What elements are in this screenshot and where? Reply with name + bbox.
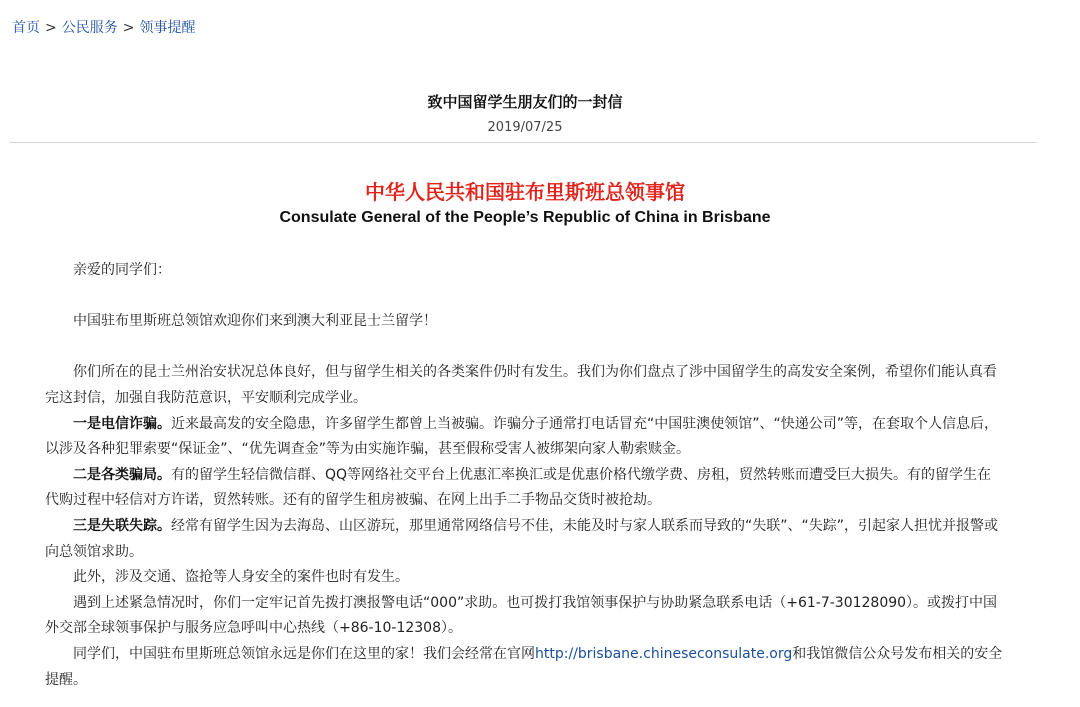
letter-greeting: 亲爱的同学们： — [73, 262, 171, 278]
item-heading: 二是各类骗局。 — [73, 466, 171, 483]
breadcrumb-services-link[interactable]: 公民服务 — [61, 20, 118, 36]
closing-text-before: 同学们，中国驻布里斯班总领馆永远是你们在这里的家！我们会经常在官网 — [73, 645, 535, 662]
letter-intro: 你们所在的昆士兰州治安状况总体良好，但与留学生相关的各类案件仍时有发生。我们为你们盘点了涉中国留学生的高发安全案例，希望你们能认真看完这封信，加强自我防范意识，平安顺利完成学业。 — [45, 364, 997, 406]
item-heading: 一是电信诈骗。 — [73, 415, 171, 432]
letter-item-scams — [45, 463, 1005, 514]
consulate-name-english: Consulate General of the People’s Republic of China in Brisbane — [279, 209, 771, 226]
item-text: 经常有留学生因为去海岛、山区游玩，那里通常网络信号不佳，未能及时与家人联系而导致的“失联”、“失踪”，引起家人担忧并报警或向总领馆求助。 — [45, 517, 999, 560]
breadcrumb-current-link[interactable]: 领事提醒 — [139, 20, 196, 36]
letter-emergency: 遇到上述紧急情况时，你们一定牢记首先拨打澳报警电话“000”求助。也可拨打我馆领事保护与协助紧急联系电话（+61-7-30128090）。或拨打中国外交部全球领事保护与服务应急呼叫中心热线（+86-10-12308）。 — [45, 594, 998, 637]
breadcrumb-home-link[interactable]: 首页 — [12, 20, 40, 36]
page-title: 致中国留学生朋友们的一封信 — [427, 93, 623, 111]
official-website-link[interactable]: http://brisbane.chineseconsulate.org — [535, 645, 793, 662]
letter-welcome: 中国驻布里斯班总领馆欢迎你们来到澳大利亚昆士兰留学！ — [73, 313, 437, 330]
breadcrumb-separator: > — [122, 20, 135, 36]
publish-date: 2019/07/25 — [487, 120, 563, 135]
item-heading: 三是失联失踪。 — [73, 517, 171, 534]
item-text: 近来最高发的安全隐患，许多留学生都曾上当被骗。诈骗分子通常打电话冒充“中国驻澳使领馆”、“快递公司”等，在套取个人信息后，以涉及各种犯罪索要“保证金”、“优先调查金”等为由实施诈骗，甚至假称受害人被绑架向家人勒索赎金。 — [45, 415, 999, 458]
breadcrumb-separator: > — [45, 20, 57, 36]
closing-text-after: 和我馆微信公众号发布相关的安全提醒。 — [45, 645, 1003, 688]
letter-item-telecom-fraud — [45, 412, 1005, 463]
title-divider — [10, 142, 1037, 143]
letter-closing — [45, 642, 1005, 693]
consulate-name-chinese: 中华人民共和国驻布里斯班总领事馆 — [365, 180, 685, 204]
breadcrumb — [12, 18, 195, 38]
letter-body — [45, 258, 1005, 693]
letter-other-cases: 此外，涉及交通、盗抢等人身安全的案件也时有发生。 — [73, 569, 409, 586]
item-text: 有的留学生轻信微信群、QQ等网络社交平台上优惠汇率换汇或是优惠价格代缴学费、房租，贸然转账而遭受巨大损失。有的留学生在代购过程中轻信对方许诺，贸然转账。还有的留学生租房被骗、在网上出手二手物品交货时被抢劫。 — [45, 466, 992, 509]
letter-item-missing — [45, 514, 1005, 565]
